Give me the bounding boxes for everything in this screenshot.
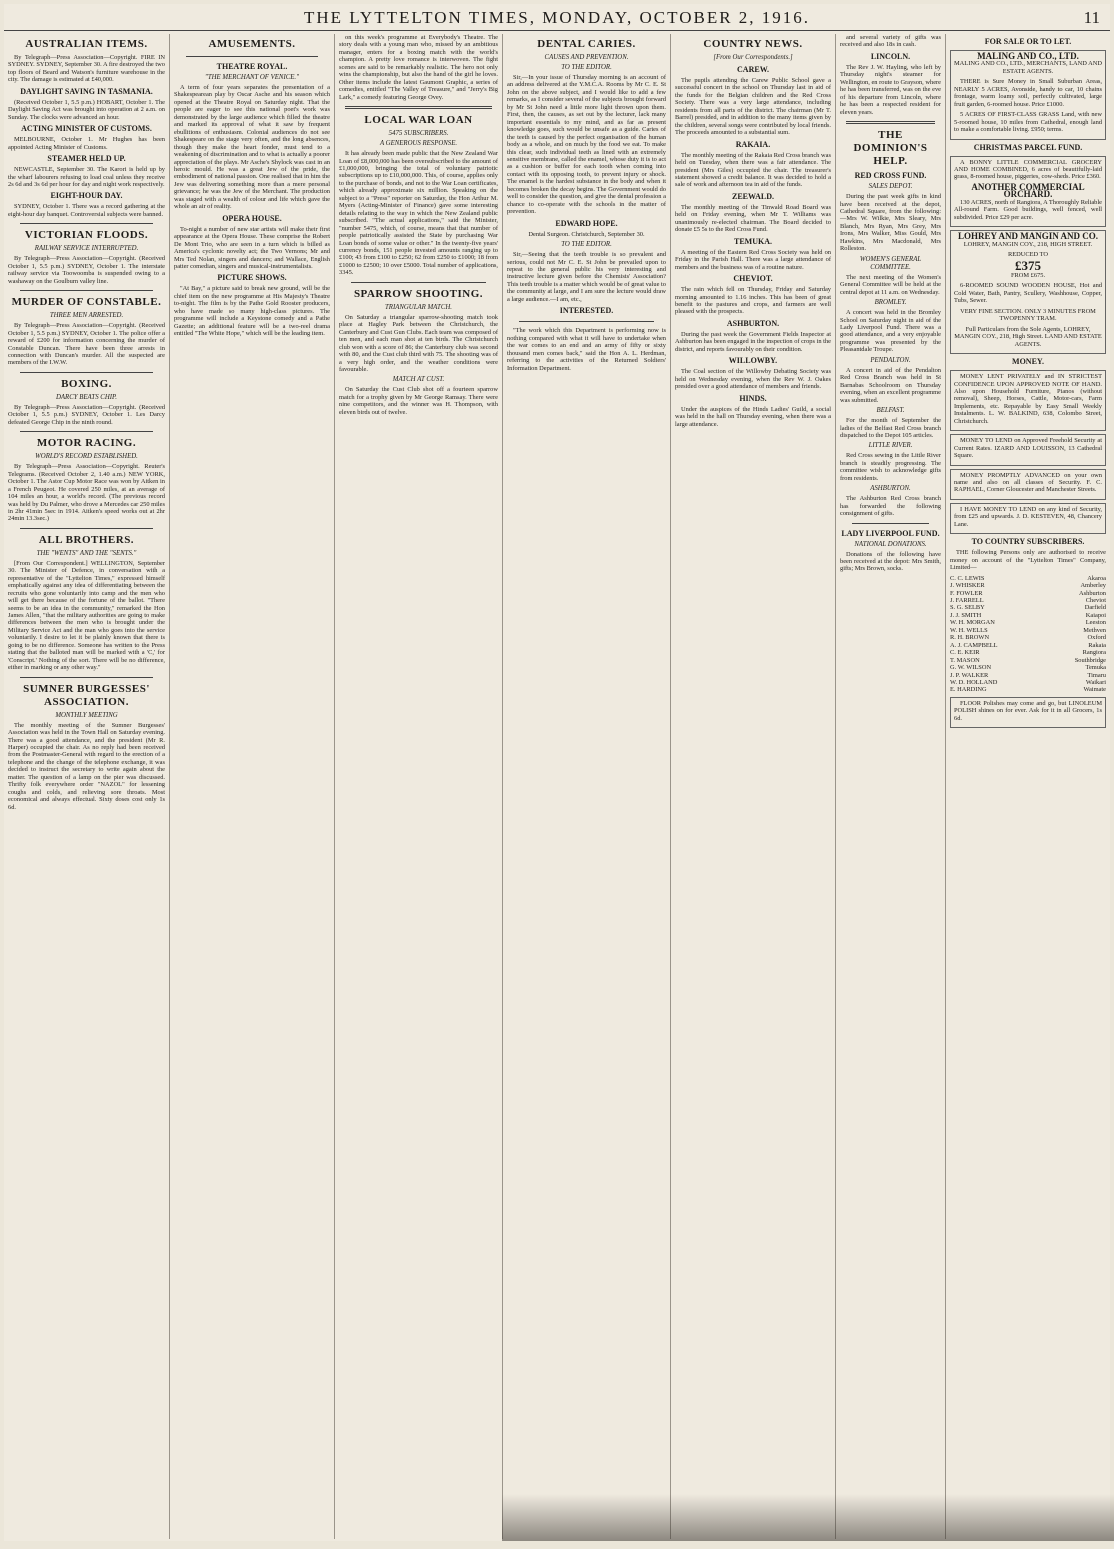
subheading-belfast: BELFAST. xyxy=(876,407,905,415)
agent-name: S. G. SELBY xyxy=(950,604,985,612)
advert-kesteven xyxy=(950,503,1106,534)
subheading-little-river: LITTLE RIVER. xyxy=(868,442,913,450)
advert-raphael xyxy=(950,469,1106,500)
article-belfast: For the month of September the ladies of the Belfast Red Cross branch dispatched to the Depot 105 articles. xyxy=(840,417,941,439)
column-7-classifieds xyxy=(945,34,1110,1539)
agent-row xyxy=(950,649,1106,656)
heading-country-subscribers: TO COUNTRY SUBSCRIBERS. xyxy=(971,537,1085,547)
article-opera-house: To-night a number of new star artists will make their first appearance at the Opera House. These comprise the Robert De Mont Trio, who are seen in a turn which is billed as America's cyclonic novelty act; the Two Vernons; Mr and Mrs Ted Nolan, singers and dancers; and Wallace, English patter comedian, singers and musical-instrumentalists. xyxy=(174,225,330,270)
agent-town: Timaru xyxy=(1087,671,1106,679)
advert-text: I HAVE MONEY TO LEND on any kind of Security, from £25 and upwards. J. D. KESTEVEN, 48, Chancery Lane. xyxy=(954,505,1102,528)
agent-town: Cheviot xyxy=(1085,597,1106,605)
article-continued: and several variety of gifts was received and also 18s in cash. xyxy=(840,34,941,49)
heading-dental-caries: DENTAL CARIES. xyxy=(537,38,636,50)
article-acting-minister: MELBOURNE, October 1. Mr Hughes has been appointed Acting Minister of Customs. xyxy=(8,136,165,151)
article-picture-shows-continued: on this week's programme at Everybody's Theatre. The story deals with a young man who, missed by an ambitious manager, enters for a boxing match with the world's champion. A pretty love romance is interwoven. The fight scenes are said to be remarkably realistic. The hero not only wins the championship, but also the hand of the girl he loves. Other items include the latest Gaumont Graphic, a series of comedies, entitled "The Valley of Treasure," and "Jerry's Big Lark," a comedy featuring George Ovey. xyxy=(339,34,498,101)
divider xyxy=(186,56,318,57)
divider xyxy=(852,523,929,524)
column-2 xyxy=(169,34,334,1539)
advert-title: MALING AND CO., LTD. xyxy=(977,51,1079,61)
subheading-subscribers: 5475 SUBSCRIBERS. xyxy=(388,130,449,138)
article-sales-depot: During the past week gifts in kind have been received at the depot, Cathedral Square, from the following:—Mrs W. Wilkie, Mrs Sleary, Mrs Blanch, Mrs Ryan, Mrs Grey, Mrs Irons, Mrs Walker, Miss Gould, Mrs Hawkins, Mrs Macdonald, Mrs Rolleston. xyxy=(840,193,941,253)
article-carew: The pupils attending the Carew Public School gave a successful concert in the school on Thursday last in aid of the funds for the Belgian children and the Red Cross Society. There was a very large attendance, including residents from all parts of the district. The chairman (Mr T. Barrel) presided, and in addition to the many items given by the children, several songs were contributed by local friends. The proceeds amounted to a substantial sum. xyxy=(675,77,831,137)
advert-title: ANOTHER COMMERCIAL ORCHARD. xyxy=(971,181,1085,200)
heading-eight-hour-day: EIGHT-HOUR DAY. xyxy=(50,191,123,201)
signature-interested: INTERESTED. xyxy=(559,306,614,316)
divider xyxy=(20,372,153,373)
agent-row xyxy=(950,627,1106,634)
letter-teeth-trouble: Sir,—Seeing that the teeth trouble is so prevalent and serious, could not Mr C. E. St John be prevailed upon to repeat to the general public his very interesting and instructive lecture given before the Chemists' Association? This teeth trouble is a matter which would be of great value to the community at large, and I am sure the lecture would draw a large audience.—I am, etc., xyxy=(507,251,667,303)
article-ashburton-fund: The Ashburton Red Cross branch has forwarded the following consignment of gifts. xyxy=(840,495,941,518)
advert-izard xyxy=(950,434,1106,465)
agent-row xyxy=(950,575,1106,582)
newspaper-page xyxy=(4,4,1110,1541)
agent-row xyxy=(950,612,1106,619)
agent-town: Akaroa xyxy=(1087,574,1106,582)
heading-ashburton: ASHBURTON. xyxy=(726,318,780,328)
agent-town: Kaiapoi xyxy=(1085,611,1106,619)
article-willowby: The Coal section of the Willowby Debating Society was held on Wednesday evening, when the Rev W. J. Oakes presided over a good attendance of members and friends. xyxy=(675,368,831,391)
subheading-national-donations: NATIONAL DONATIONS. xyxy=(854,540,927,548)
article-picture-shows: "At Bay," a picture said to break new ground, will be the chief item on the new programme at His Majesty's Theatre to-night. The film is by the Pathe Gold Rooster producers, who have made so many high-class pictures. The programme will include a Keystone comedy and a Pathe Gazette; an additional feature will be a two-reel drama entitled "The White Hope," which will be the leading item. xyxy=(174,285,330,338)
agent-row xyxy=(950,582,1106,589)
article-national-donations: Donations of the following have been received at the depot: Mrs Smith, gifts; Mrs Brown, socks. xyxy=(840,550,941,573)
agent-name: J. WHISKER xyxy=(950,582,985,590)
heading-australian-items: AUSTRALIAN ITEMS. xyxy=(25,38,148,50)
advert-reduced: REDUCED TO xyxy=(1007,251,1049,259)
article-fire-sydney: By Telegraph—Press Association—Copyright. FIRE IN SYDNEY. SYDNEY, September 30. A fire destroyed the two top floors of Beard and Watson's furniture warehouse in the city. The damage is estimated at £40,000. xyxy=(8,54,165,84)
subheading-ashburton: ASHBURTON. xyxy=(870,485,911,493)
agent-row xyxy=(950,664,1106,671)
article-theatre-royal: A term of four years separates the presentation of a Shakespearean play by Oscar Asche and his season which opened at the Theatre Royal on Saturday night. That the people are eager to see this national poet's work was demonstrated by the large audience which filled the theatre and marked its approval of what it saw by frequent ebullitions of enthusiasm. Colonial audiences do not see Shakespeare on the stage very often, and the long absences, though they make the heart fonder, must tend to a weakening of discrimination and to what is actually a poorer appreciation of the plays. Mr Asche's Shylock was cast in an heroic mould. He was a great Jew of the pride, the embodiment of national passion. One realised that in him the Jew was delivering something more than a mere personal grievance; he was the Jew of the Merchant. The production was staged with a wealth of colour and life which gave the whole an air of reality. xyxy=(174,84,330,211)
agent-row xyxy=(950,619,1106,626)
agent-name: F. FOWLER xyxy=(950,589,983,597)
heading-sumner-burgesses: SUMNER BURGESSES' ASSOCIATION. xyxy=(23,682,150,708)
agent-name: J. J. SMITH xyxy=(950,611,982,619)
heading-lincoln: LINCOLN. xyxy=(870,51,911,61)
advert-text: VERY FINE SECTION. ONLY 3 MINUTES FROM TWOPENNY TRAM. xyxy=(960,307,1096,323)
advert-text: THERE is Sure Money in Small Suburban Areas, NEARLY 5 ACRES, Avonside, handy to car, 10 chains frontage, warm loamy soil, perfectly cultivated, large fruit garden, 6-roomed house. Price £1000. xyxy=(954,78,1102,108)
advert-subtitle: LOHREY, MANGIN COY., 218, HIGH STREET. xyxy=(963,240,1093,248)
letter-dental-caries: Sir,—In your issue of Thursday morning is an account of an address delivered at the Y.M.C.A. Rooms by Mr C. E. St John on the above subject, and I would like to add a few remarks, as I consider several of the subjects brought forward by Mr St John need a little more light thrown upon them. First, then, the causes, as set out by the lecturer, lack many important essentials to my mind, and as far as present knowledge goes, such would be unsafe as a guide. Caries of the teeth is caused by the perfect organisation of the human body as a whole, and on much by the food we eat. To make this clear, such individual teeth as lined with an extremely sensitive membrane, called the enamel, whose duty it is to act as a cushion or buffer for each tooth when coming into contact with its opposing tooth, to prevent injury or shock. The enamel is the hardest substance in the body and when it becomes broken the decay begins. The Government would do well to consider the question, and give the dental profession a chance to co-operate with the schools in the matter of prevention. xyxy=(507,74,666,216)
agent-row xyxy=(950,590,1106,597)
heading-christmas-parcel-fund: CHRISTMAS PARCEL FUND. xyxy=(973,142,1083,152)
article-railway-service: By Telegraph—Press Association—Copyright. (Received October 1, 5.5 p.m.) SYDNEY, October 1. The interstate railway service via Toowoomba is suspended owing to a washaway on the Goulburn valley line. xyxy=(8,255,165,285)
article-temuka: A meeting of the Eastern Red Cross Society was held on Friday in the Parish Hall. There was a large attendance of members and the business was of a routine nature. xyxy=(675,248,831,271)
divider xyxy=(345,106,492,109)
agent-town: Waikari xyxy=(1085,679,1106,686)
agent-town: Ashburton xyxy=(1079,589,1106,597)
article-womens-committee: The next meeting of the Women's General Committee will be held at the central depot at 11 a.m. on Wednesday. xyxy=(840,273,941,296)
agent-town: Rangiora xyxy=(1082,649,1106,657)
advert-grocery xyxy=(950,156,1106,228)
agent-name: J. FARRELL xyxy=(950,597,984,605)
article-pendalton: A concert in aid of the Pendalton Red Cross Branch was held in St Barnabas Schoolroom on Thursday evening, when an excellent programme was submitted. xyxy=(840,366,941,404)
article-motor-racing: By Telegraph—Press Association—Copyright. Reuter's Telegrams. (Received October 2, 1.40 a.m.) NEW YORK, October 1. The Astor Cup Motor Race was won by Aitken in a French Peugeot. He covered 250 miles, at an average of 104 miles an hour, a world's record. (The previous record was held by Du Palmer, who drove a Mercedes car 250 miles in 2hr 41min 5sec in 1914. Aitken's speed works out at 2hr 24min 13.3sec.) xyxy=(8,463,165,523)
subheading-triangular-match: TRIANGULAR MATCH. xyxy=(385,303,452,311)
heading-victorian-floods: VICTORIAN FLOODS. xyxy=(24,229,149,242)
agent-town: Southbridge xyxy=(1074,656,1106,664)
advert-from-price: FROM £675. xyxy=(1010,271,1046,279)
heading-theatre-royal: THEATRE ROYAL. xyxy=(216,62,288,71)
heading-opera-house: OPERA HOUSE. xyxy=(222,213,282,223)
heading-zeewald: ZEEWALD. xyxy=(731,191,774,201)
article-rakaia: The monthly meeting of the Rakaia Red Cross branch was held on Tuesday, when there was a fair attendance. The president (Mrs Giles) occupied the chair. The treasurer's statement showed a credit balance. It was decided to hold a sale of work and afternoon tea in aid of the funds. xyxy=(675,151,831,189)
agent-row xyxy=(950,657,1106,664)
subheading-causes-prevention: CAUSES AND PREVENTION. xyxy=(544,54,629,61)
heading-picture-shows: PICTURE SHOWS. xyxy=(217,273,287,283)
article-eight-hour-day: SYDNEY, October 1. There was a record gathering at the eight-hour day banquet. Controversial subjects were banned. xyxy=(8,203,165,218)
column-1 xyxy=(4,34,169,1539)
subheading-to-the-editor-2: TO THE EDITOR. xyxy=(561,241,612,249)
divider xyxy=(20,528,153,529)
article-hinds: Under the auspices of the Hinds Ladies' Guild, a social was held in the hall on Thursday evening, when there was a large attendance. xyxy=(675,405,831,428)
article-boxing: By Telegraph—Press Association—Copyright. (Received October 1, 5.5 p.m.) SYDNEY, October 1. Les Darcy defeated George Chip in the ninth round. xyxy=(8,403,165,426)
heading-temuka: TEMUKA. xyxy=(734,236,772,246)
subheading-wents-and-sents: THE "WENTS" AND THE "SENTS." xyxy=(36,549,137,557)
agent-row xyxy=(950,686,1106,693)
article-triangular-match: On Saturday a triangular sparrow-shooting match took place at Hagley Park between the Christchurch, the Canterbury and Cust Gun Clubs. Each team was composed of ten men, and each man shot at ten birds. The Christchurch club won with a score of 86; the Canterbury club was second with 80, and the Cust club third with 75. The shooting was of a very high order, and the weather conditions were favourable. xyxy=(339,313,498,373)
divider xyxy=(519,321,654,322)
agent-name: J. P. WALKER xyxy=(950,671,989,679)
agent-row xyxy=(950,597,1106,604)
heading-rakaia: RAKAIA. xyxy=(735,139,771,149)
heading-red-cross-fund: RED CROSS FUND. xyxy=(854,171,927,181)
heading-murder-of-constable: MURDER OF CONSTABLE. xyxy=(11,296,162,309)
advert-maling xyxy=(950,50,1106,140)
heading-carew: CAREW. xyxy=(737,65,769,74)
heading-hinds: HINDS. xyxy=(739,393,767,403)
subheading-womens-committee: WOMEN'S GENERAL COMMITTEE. xyxy=(859,255,922,271)
agent-town: Amberley xyxy=(1080,582,1106,590)
advert-text: 6-ROOMED SOUND WOODEN HOUSE, Hot and Cold Water, Bath, Pantry, Scullery, Washhouse, Copper, Tubs, Sewer. xyxy=(954,282,1102,305)
advert-text: 130 ACRES, north of Rangiora, A Thoroughly Reliable All-round Farm. Good buildings, well fenced, well subdivided. Price £29 per acre. xyxy=(954,198,1102,221)
heading-motor-racing: MOTOR RACING. xyxy=(36,437,137,450)
heading-boxing: BOXING. xyxy=(61,377,112,390)
divider xyxy=(846,121,935,124)
divider xyxy=(20,223,153,224)
agent-row xyxy=(950,679,1106,686)
subheading-match-at-cust: MATCH AT CUST. xyxy=(392,376,445,384)
subheading-sales-depot: SALES DEPOT. xyxy=(868,183,913,191)
article-bromley: A concert was held in the Bromley School on Saturday night in aid of the Lady Liverpool Fund. There was a good attendance, and a very enjoyable programme was presented by the Pleasantdale Troupe. xyxy=(840,309,941,354)
advert-text: MONEY PROMPTLY ADVANCED on your own name and also on all classes of Security. F. C. RAPHAEL, Corner Gloucester and Manchester Streets. xyxy=(954,471,1102,494)
page-number: 11 xyxy=(1083,8,1100,27)
agent-town: Temuka xyxy=(1085,664,1106,672)
divider xyxy=(20,431,153,432)
heading-all-brothers: ALL BROTHERS. xyxy=(38,533,135,546)
agent-name: T. MASON xyxy=(950,656,980,664)
subheading-bromley: BROMLEY. xyxy=(874,299,907,307)
subheading-monthly-meeting: MONTHLY MEETING xyxy=(55,711,118,719)
advert-text: MONEY LENT PRIVATELY and IN STRICTEST CONFIDENCE UPON APPROVED NOTE OF HAND. Also upon Household Furniture, Pianos (without removal), Sheep, Horses, Cattle, Motor-cars, Farm Implements, etc. Repayable by Easy Small Weekly Instalments. L. W. BALKIND, 638, Colombo Street, Christchurch. xyxy=(954,373,1102,425)
heading-country-news: COUNTRY NEWS. xyxy=(703,38,803,50)
subheading-railway-service: RAILWAY SERVICE INTERRUPTED. xyxy=(34,245,139,253)
article-returned-soldiers: "The work which this Department is performing now is nothing compared with what it will have to undertake when the war comes to an end and an army of fifty or sixty thousand men comes back," said the Hon A. L. Herdman, referring to the activities of the Returned Soldiers' Information Department. xyxy=(507,327,666,372)
article-sumner-burgesses: The monthly meeting of the Sumner Burgesses' Association was held in the Town Hall on Saturday evening. There was a good attendance, and the president (Mr R. Harper) occupied the chair. As no reply had been received from the Postmaster-General with regard to the erection of a telephone and the change of the telephone exchange, it was decided to instruct the secretary to write again about the matter. The question of a lamp on the pier was discussed. Thrifty folk everywhere order "NAZOL" for lessening coughs and colds, and relieving sore throats. Most economical and always effectual. Sixty doses cost only 1s 6d. xyxy=(8,721,165,811)
column-6 xyxy=(835,34,945,1539)
agent-name: E. HARDING xyxy=(950,686,987,694)
subheading-darcy-beats-chip: DARCY BEATS CHIP. xyxy=(56,393,117,401)
advert-text: A BONNY LITTLE COMMERCIAL GROCERY AND HOME COMBINED, 6 acres of beautifully-laid grass, 8-roomed house, piggeries, cow-sheds. Price £360. xyxy=(954,158,1102,181)
heading-daylight-saving: DAYLIGHT SAVING IN TASMANIA. xyxy=(20,86,153,96)
subheading-three-men-arrested: THREE MEN ARRESTED. xyxy=(49,312,124,320)
heading-willowby: WILLOWBY. xyxy=(728,356,778,366)
letter-dateline: Dental Surgeon. Christchurch, September 30. xyxy=(528,230,645,238)
agent-town: Waimate xyxy=(1083,686,1106,694)
divider xyxy=(20,290,153,291)
subheading-to-the-editor: TO THE EDITOR. xyxy=(561,64,612,71)
advert-text: 5 ACRES OF FIRST-CLASS GRASS Land, with new 5-roomed house, 10 miles from Cathedral, enough land to make a comfortable living. £950; terms. xyxy=(954,111,1102,134)
column-3 xyxy=(334,34,502,1539)
article-all-brothers: [From Our Correspondent.] WELLINGTON, September 30. The Minister of Defence, in conversation with a representative of the "Lyttelton Times," expressed himself emphatically against any idea of differentiating between the recruits who gone voluntarily into camp and the men who will get there because of the fortune of the ballot. "There seems to be an idea in the community," remarked the Hon James Allen, "that the military authorities are going to make differences between the men who is brought under the Military Service Act and the man who goes into the service voluntarily. I desire to let it be plainly known that there is going to be no difference. Someone has written to the Press stating that the balloted man will be marked with a 'C,' for 'Conscript.' Nothing of the sort. There will be no difference, either in marking or any other way." xyxy=(8,559,165,672)
subheading-merchant-of-venice: "THE MERCHANT OF VENICE." xyxy=(205,74,299,81)
agent-town: Darfield xyxy=(1084,604,1106,612)
advert-linoleum-polish xyxy=(950,697,1106,728)
subheading-worlds-record: WORLD'S RECORD ESTABLISHED. xyxy=(35,453,138,461)
column-4 xyxy=(502,34,670,1539)
agent-name: C. C. LEWIS xyxy=(950,574,985,582)
article-steamer-held-up: NEWCASTLE, September 30. The Karori is held up by the wharf labourers refusing to load coal unless they receive 2s 6d and 3s 6d per hour for day and night work respectively. xyxy=(8,166,165,188)
advert-text: Full Particulars from the Sole Agents, LOHREY, MANGIN COY., 218, High Street. LAND AND ESTATE AGENTS. xyxy=(954,325,1102,348)
advert-text: FLOOR Polishes may come and go, but LINOLEUM POLISH shines on for ever. Ask for it in all Grocers, 1s 6d. xyxy=(954,699,1102,722)
agent-row xyxy=(950,672,1106,679)
divider xyxy=(351,282,486,283)
heading-local-war-loan: LOCAL WAR LOAN xyxy=(364,114,473,127)
article-murder-of-constable: By Telegraph—Press Association—Copyright. (Received October 1, 5.5 p.m.) SYDNEY, October 1. The police offer a reward of £200 for information concerning the murder of Constable Duncan. There have been three arrests in connection with Duncan's murder. All the suspected are members of the I.W.W. xyxy=(8,322,165,367)
agent-name: C. E. KEIR xyxy=(950,649,980,657)
agent-name: W. H. MORGAN xyxy=(950,619,995,627)
divider xyxy=(20,677,153,678)
masthead-title: THE LYTTELTON TIMES, MONDAY, OCTOBER 2, 1916. xyxy=(303,8,811,27)
heading-for-sale-or-to-let: FOR SALE OR TO LET. xyxy=(984,37,1072,46)
article-local-war-loan: It has already been made public that the New Zealand War Loan of £8,000,000 has been oversubscribed to the amount of £1,000,000, bringing the total of voluntary patriotic subscriptions up to £10,000,000. This, of course, applies only to the purchase of bonds, and not to the War Loan certificates, which already approximate six million. Speaking on the subject to a "Press" reporter on Saturday, the Hon Arthur M. Myers (Acting-Minister of Finance) gave some interesting details relating to the way in which the New Zealand public subscribed. "The actual applications," said the Minister, "number 5475, which, of course, means that that number of people patriotically assisted the State by purchasing War Loan bonds of some value or other." In the twenty-five years' currency bonds, 151 people invested amounts ranging up to £100; 43 from £100 to £250; 62 from £250 to £1000; 18 from £1000 to £2500; 10 over £5000. Total number of applications, 3345. xyxy=(339,150,498,277)
agent-town: Methven xyxy=(1083,626,1106,634)
heading-money: MONEY. xyxy=(1012,357,1044,367)
agent-name: G. W. WILSON xyxy=(950,664,992,672)
agent-name: W. D. HOLLAND xyxy=(950,679,998,686)
heading-dominions-help: THE DOMINION'S HELP. xyxy=(853,129,928,168)
agent-name: W. H. WELLS xyxy=(950,626,988,634)
masthead xyxy=(4,4,1110,31)
article-daylight-saving: (Received October 1, 5.5 p.m.) HOBART, October 1. The Daylight Saving Act was brought into operation at 2 a.m. on Sunday. The clocks were advanced an hour. xyxy=(8,98,165,121)
heading-cheviot: CHEVIOT. xyxy=(733,274,773,284)
agent-row xyxy=(950,634,1106,641)
advert-balkind xyxy=(950,370,1106,431)
heading-acting-minister: ACTING MINISTER OF CUSTOMS. xyxy=(21,124,152,134)
subheading-pendalton: PENDALTON. xyxy=(870,356,911,364)
agent-row xyxy=(950,604,1106,611)
subheading-generous-response: A GENEROUS RESPONSE. xyxy=(379,140,458,148)
heading-amusements: AMUSEMENTS. xyxy=(208,38,296,50)
agent-name: R. H. BROWN xyxy=(950,634,990,642)
article-cheviot: The rain which fell on Thursday, Friday and Saturday morning amounted to 1.16 inches. This has been of great benefit to the pastures and crops, and farmers are well pleased with the prospects. xyxy=(675,286,831,316)
advert-price: £375 xyxy=(1015,257,1041,273)
article-lincoln: The Rev J. W. Hayling, who left by Thursday night's steamer for Wellington, en route to Grayson, where he has been transferred, was on the eve of his departure from Lincoln, where he has been a respected resident for eleven years. xyxy=(840,63,941,116)
subscribers-intro: THE following Persons only are authorised to receive money on account of the "Lyttelton Times" Company, Limited— xyxy=(950,549,1106,572)
advert-lohrey xyxy=(950,230,1106,354)
article-zeewald: The monthly meeting of the Tinwald Road Board was held on Friday evening, when Mr T. Williams was unanimously re-elected chairman. The Board decided to donate £5 5s to the Red Cross Fund. xyxy=(675,203,831,234)
advert-title: LOHREY AND MANGIN AND CO. xyxy=(958,231,1098,242)
article-ashburton: During the past week the Government Fields Inspector at Ashburton has been engaged in the inspection of crops in the district, and reports favourably on their condition. xyxy=(675,330,831,353)
column-5 xyxy=(670,34,835,1539)
heading-lady-liverpool-fund: LADY LIVERPOOL FUND. xyxy=(841,528,940,538)
subheading-correspondents: [From Our Correspondents.] xyxy=(713,54,793,61)
heading-sparrow-shooting: SPARROW SHOOTING. xyxy=(353,287,484,300)
agent-town: Oxford xyxy=(1087,634,1106,642)
agent-town: Rakaia xyxy=(1088,641,1106,649)
advert-text: MONEY TO LEND on Approved Freehold Security at Current Rates. IZARD AND LOUISSON, 13 Cathedral Square. xyxy=(954,437,1102,460)
signature-edward-hope: EDWARD HOPE. xyxy=(555,218,618,228)
heading-steamer-held-up: STEAMER HELD UP. xyxy=(47,154,126,164)
agent-town: Leeston xyxy=(1085,619,1106,627)
agent-name: A. J. CAMPBELL xyxy=(950,641,998,649)
agents-list xyxy=(950,575,1106,694)
advert-subtitle: MALING AND CO., LTD., MERCHANTS, LAND AND ESTATE AGENTS. xyxy=(954,60,1102,75)
article-match-at-cust: On Saturday the Cust Club shot off a fourteen sparrow match for a trophy given by Mr George Ramsay. There were nine competitors, and the winner was H. Thompson, with eleven birds out of twelve. xyxy=(339,386,498,416)
agent-row xyxy=(950,642,1106,649)
article-little-river: Red Cross sewing in the Little River branch is steadily progressing. The committee wish to acknowledge gifts from residents. xyxy=(840,452,941,482)
